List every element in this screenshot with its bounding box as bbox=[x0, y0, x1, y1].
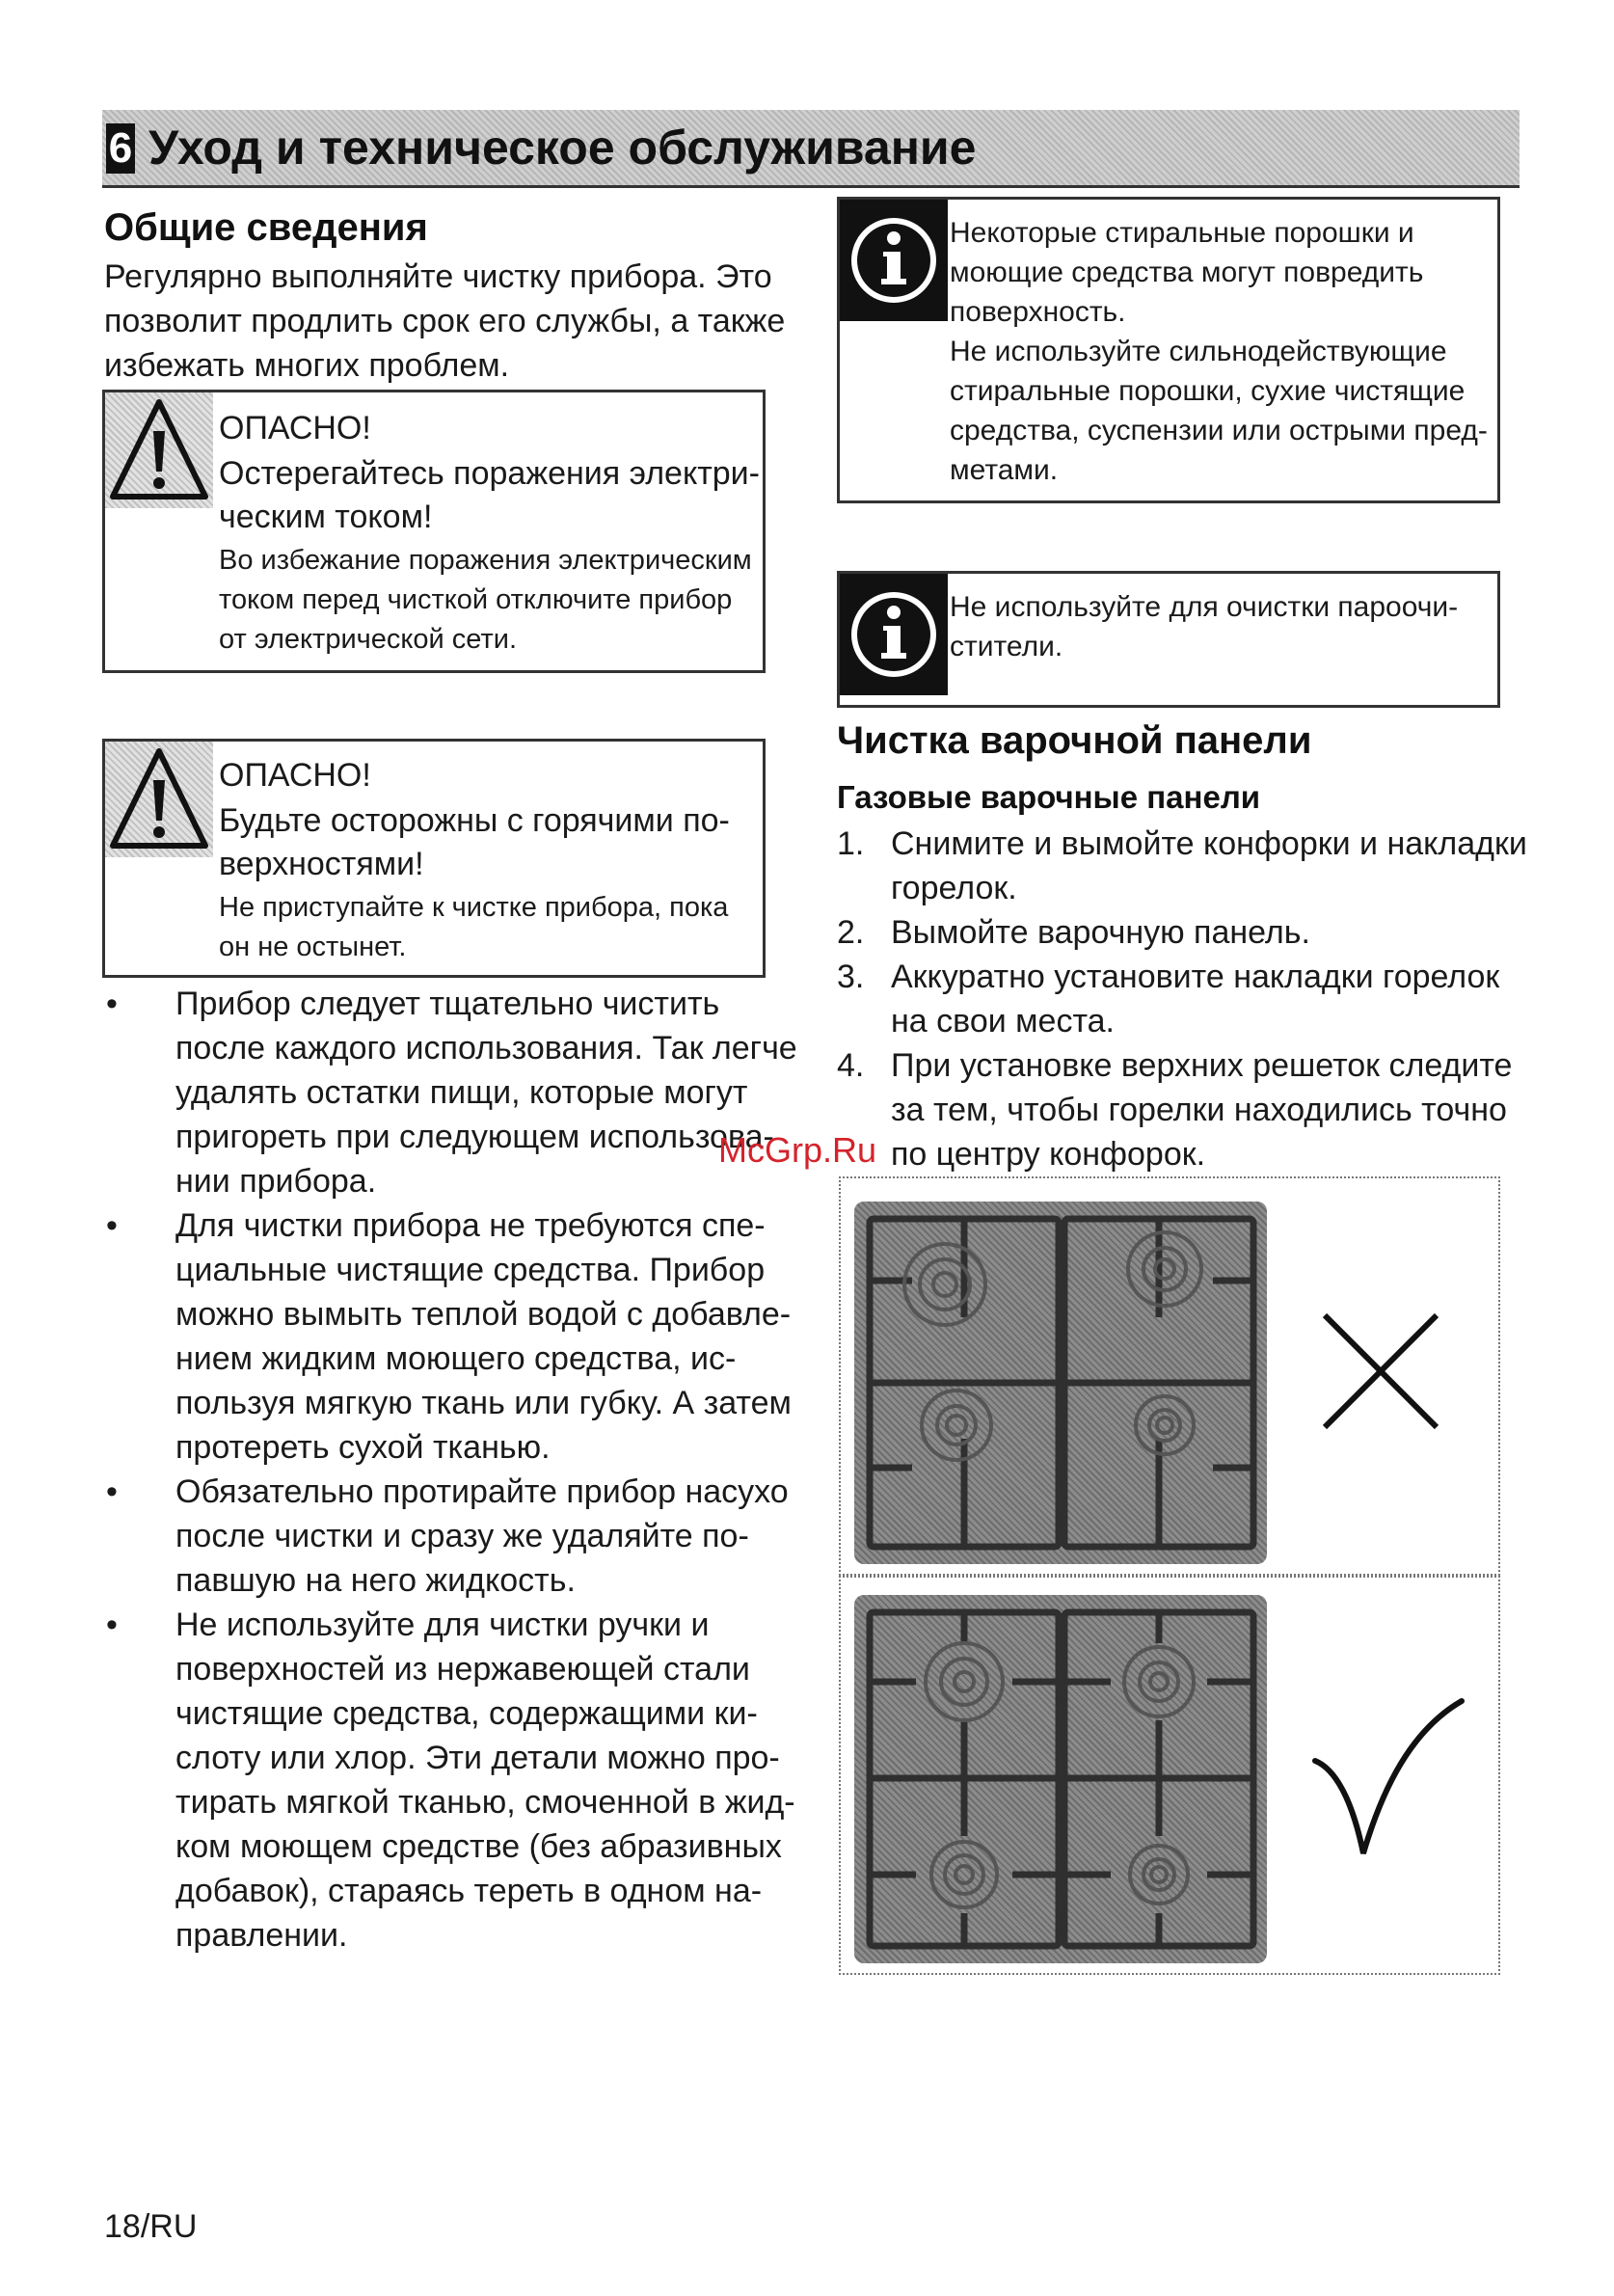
figure-correct-placement bbox=[839, 1576, 1500, 1975]
bullet-text bbox=[175, 1470, 789, 1603]
info-line: стители. bbox=[950, 631, 1063, 662]
warning-body-line: от электрической сети. bbox=[219, 624, 518, 655]
step-line: При установке верхних решеток следите bbox=[891, 1047, 1513, 1084]
bullet-line: ком моющем средстве (без абразивных bbox=[175, 1828, 782, 1865]
bullet-line: можно вымыть теплой водой с добавле- bbox=[175, 1296, 792, 1333]
hob-image bbox=[854, 1595, 1267, 1963]
bullet-icon: • bbox=[106, 1207, 118, 1244]
warning-body-line: он не остынет. bbox=[219, 932, 407, 962]
warning-body-line: Не приступайте к чистке прибора, пока bbox=[219, 892, 729, 923]
info-line: Не используйте сильнодействующие bbox=[950, 336, 1447, 367]
bullet-line: тирать мягкой тканью, смоченной в жид- bbox=[175, 1784, 795, 1821]
warning-body-line: током перед чисткой отключите прибор bbox=[219, 584, 733, 615]
general-intro bbox=[104, 255, 785, 388]
warning-box-hot bbox=[102, 739, 766, 978]
step-number: 4. bbox=[837, 1047, 865, 1084]
page-number: 18/RU bbox=[104, 2208, 198, 2245]
info-line: средства, суспензии или острыми пред- bbox=[950, 415, 1488, 446]
cross-icon bbox=[1313, 1304, 1448, 1439]
general-heading: Общие сведения bbox=[104, 206, 428, 249]
step-text bbox=[891, 1043, 1512, 1176]
bullet-line: Обязательно протирайте прибор насухо bbox=[175, 1473, 789, 1510]
info-line: Некоторые стиральные порошки и bbox=[950, 217, 1414, 249]
info-line: Не используйте для очистки пароочи- bbox=[950, 591, 1459, 623]
watermark-text: McGrp.Ru bbox=[718, 1130, 877, 1170]
warning-lead-line: верхностями! bbox=[219, 846, 424, 882]
bullet-text bbox=[175, 1203, 792, 1470]
bullet-line: Не используйте для чистки ручки и bbox=[175, 1607, 710, 1643]
hob-image bbox=[854, 1202, 1267, 1564]
bullet-line: нием жидким моющего средства, ис- bbox=[175, 1340, 737, 1377]
warning-lead bbox=[219, 799, 730, 886]
warning-lead-line: Будьте осторожны с горячими по- bbox=[219, 802, 730, 839]
check-icon bbox=[1305, 1691, 1469, 1865]
bullet-line: Для чистки прибора не требуются спе- bbox=[175, 1207, 766, 1244]
info-line: поверхность. bbox=[950, 296, 1126, 328]
warning-box-electric bbox=[102, 390, 766, 673]
bullet-line: поверхностей из нержавеющей стали bbox=[175, 1651, 750, 1688]
warning-title: ОПАСНО! bbox=[219, 410, 371, 446]
intro-line: избежать многих проблем. bbox=[104, 347, 510, 384]
step-line: Вымойте варочную панель. bbox=[891, 914, 1310, 951]
info-box-steam bbox=[837, 571, 1500, 708]
bullet-line: протереть сухой тканью. bbox=[175, 1429, 551, 1466]
warning-lead bbox=[219, 452, 760, 539]
step-text bbox=[891, 910, 1310, 955]
info-icon bbox=[840, 574, 948, 695]
section-header bbox=[102, 110, 1520, 188]
bullet-line: после каждого использования. Так легче bbox=[175, 1030, 797, 1067]
bullet-line: нии прибора. bbox=[175, 1163, 377, 1200]
warning-triangle-icon bbox=[105, 392, 213, 508]
info-text bbox=[950, 213, 1488, 490]
gas-hob-subheading: Газовые варочные панели bbox=[837, 779, 1261, 815]
info-line: моющие средства могут повредить bbox=[950, 257, 1424, 288]
bullet-icon: • bbox=[106, 986, 118, 1022]
intro-line: Регулярно выполняйте чистку прибора. Это bbox=[104, 258, 772, 295]
info-box-detergents bbox=[837, 197, 1500, 503]
step-line: за тем, чтобы горелки находились точно bbox=[891, 1092, 1507, 1128]
bullet-line: чистящие средства, содержащими ки- bbox=[175, 1695, 758, 1732]
bullet-line: удалять остатки пищи, которые могут bbox=[175, 1074, 748, 1111]
info-icon bbox=[840, 200, 948, 321]
warning-body bbox=[219, 888, 728, 967]
figure-wrong-placement bbox=[839, 1176, 1500, 1576]
bullet-text bbox=[175, 1603, 795, 1958]
step-text bbox=[891, 822, 1527, 910]
bullet-line: слоту или хлор. Эти детали можно про- bbox=[175, 1740, 780, 1776]
info-text bbox=[950, 587, 1458, 666]
bullet-icon: • bbox=[106, 1473, 118, 1510]
bullet-icon: • bbox=[106, 1607, 118, 1643]
bullet-line: пользуя мягкую ткань или губку. А затем bbox=[175, 1385, 792, 1421]
bullet-line: павшую на него жидкость. bbox=[175, 1562, 576, 1599]
step-line: на свои места. bbox=[891, 1003, 1115, 1040]
step-line: Снимите и вымойте конфорки и накладки bbox=[891, 825, 1527, 862]
step-line: горелок. bbox=[891, 870, 1017, 906]
warning-lead-line: Остерегайтесь поражения электри- bbox=[219, 455, 760, 492]
step-line: по центру конфорок. bbox=[891, 1136, 1206, 1173]
bullet-line: правлении. bbox=[175, 1917, 348, 1954]
step-line: Аккуратно установите накладки горелок bbox=[891, 959, 1500, 995]
info-line: стиральные порошки, сухие чистящие bbox=[950, 375, 1466, 407]
warning-body bbox=[219, 541, 752, 660]
bullet-line: добавок), стараясь тереть в одном на- bbox=[175, 1873, 763, 1909]
step-number: 2. bbox=[837, 914, 865, 951]
section-number: 6 bbox=[106, 123, 135, 174]
warning-body-line: Во избежание поражения электрическим bbox=[219, 545, 752, 576]
step-number: 3. bbox=[837, 959, 865, 995]
section-title: Уход и техническое обслуживание bbox=[148, 121, 977, 175]
info-line: метами. bbox=[950, 454, 1059, 486]
warning-triangle-icon bbox=[105, 742, 213, 857]
intro-line: позволит продлить срок его службы, а также bbox=[104, 303, 786, 339]
step-number: 1. bbox=[837, 825, 865, 862]
warning-title: ОПАСНО! bbox=[219, 757, 371, 794]
bullet-line: пригореть при следующем использова- bbox=[175, 1119, 774, 1155]
bullet-text bbox=[175, 982, 797, 1203]
step-text bbox=[891, 955, 1499, 1043]
bullet-line: циальные чистящие средства. Прибор bbox=[175, 1252, 766, 1288]
bullet-line: после чистки и сразу же удаляйте по- bbox=[175, 1518, 749, 1554]
warning-lead-line: ческим током! bbox=[219, 499, 433, 535]
bullet-line: Прибор следует тщательно чистить bbox=[175, 986, 720, 1022]
hob-cleaning-heading: Чистка варочной панели bbox=[837, 719, 1312, 762]
